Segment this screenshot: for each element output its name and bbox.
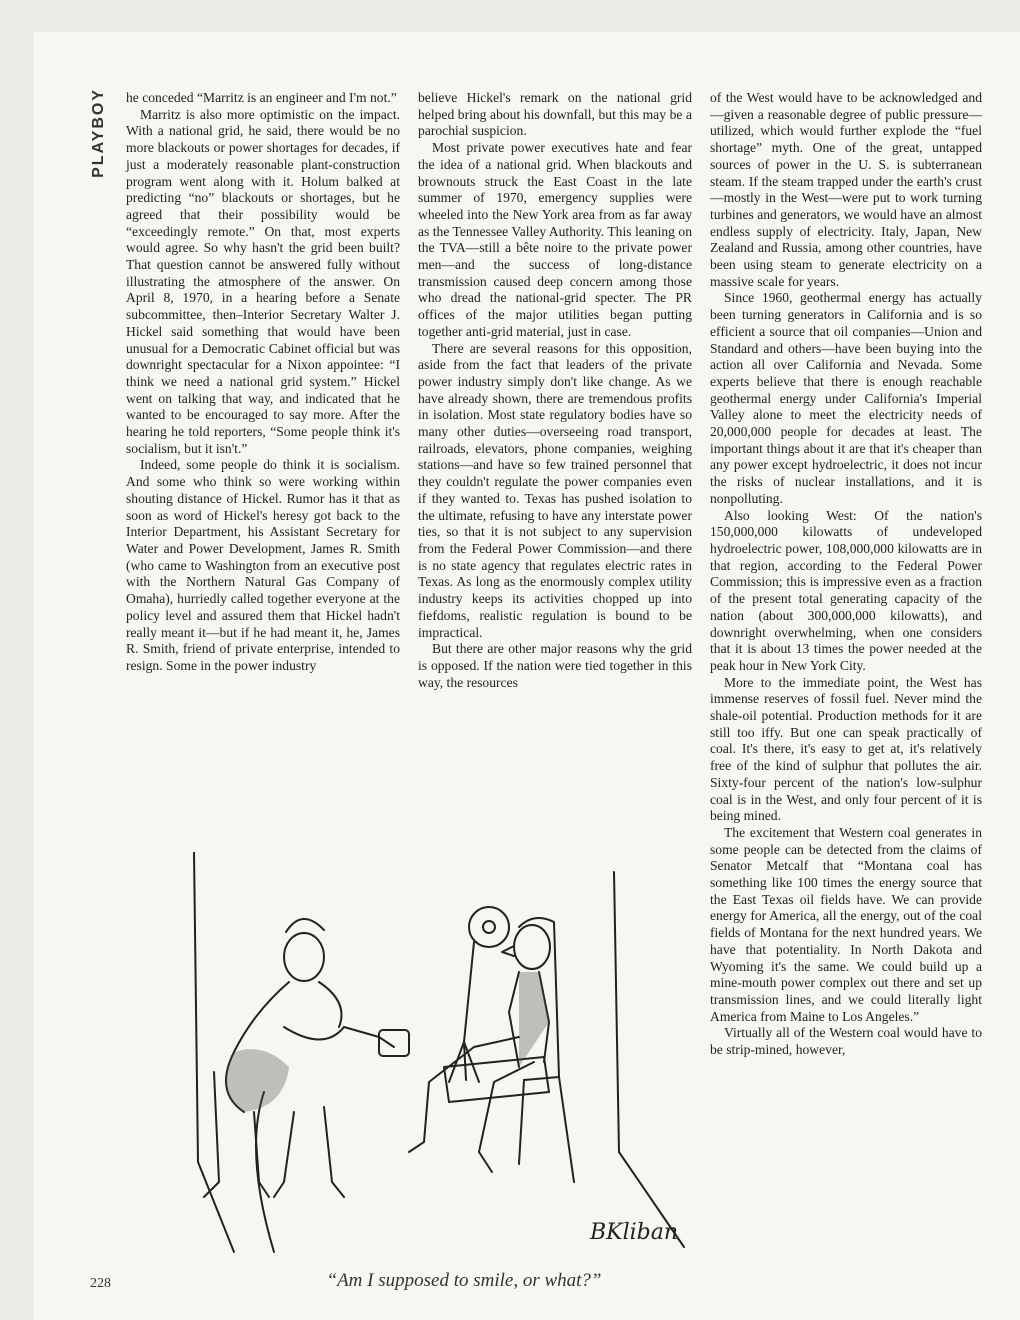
paragraph: believe Hickel's remark on the national grid helped bring about his downfall, but this may be a parochial suspicion. — [418, 90, 692, 139]
paragraph: Indeed, some people do think it is socialism. And some who think so were working within shouting distance of Hickel. Rumor has it that as soon as word of Hickel's heresy got back to the Interior Department, his Assistant Secretary for Water and Power Development, James R. Smith (who came to Washington from an executive post with the Northern Natural Gas Company of Omaha), hurriedly called together everyone at the policy level and assured them that Hickel hadn't really meant it—but if he had meant it, he, James R. Smith, friend of private enterprise, intended to resign. Some in the power industry — [126, 457, 400, 673]
cartoon-illustration — [174, 852, 694, 1262]
paragraph: Most private power executives hate and fear the idea of a national grid. When blackouts and brownouts struck the East Coast in the late summer of 1970, emergency supplies were wheeled into the New York area from as far away as the Tennessee Valley Authority. This leaning on the TVA—still a bête noire to the private power men—and the success of long-distance transmission caused deep concern among those who dread the national-grid specter. The PR offices of the major utilities began putting together anti-grid material, just in case. — [418, 140, 692, 339]
paragraph: But there are other major reasons why the grid is opposed. If the nation were tied together in this way, the resources — [418, 641, 692, 690]
paragraph: Marritz is also more optimistic on the impact. With a national grid, he said, there would be no more blackouts or power shortages for decades, if just a moderately reasonable plant-construction program went along with it. Holum balked at predicting “no” blackouts or shortages, but he agreed that their possibility would be “exceedingly remote.” On that, most experts would agree. So why hasn't the grid been built? That question cannot be answered fully without illustrating the atmosphere of the answer. On April 8, 1970, in a hearing before a Senate subcommittee, then–Interior Secretary Walter J. Hickel said something that would have been unusual for a Democratic Cabinet official but was downright spectacular for a Nixon appointee: “I think we need a national grid system.” Hickel went on talking that way, and indicated that he wanted to be encouraged to say more. After the hearing he told reporters, “Some people think it's socialism, but it isn't.” — [126, 106, 400, 456]
paragraph: Since 1960, geothermal energy has actually been turning generators in California and is so efficient a source that oil companies—Union and Standard and others—have been buying into the action all over California and Nevada. Some experts believe that there is enough reachable geothermal energy under California's Imperial Valley alone to meet the electricity needs of 20,000,000 people for decades at least. The important things about it are that it's cheaper than any power except hydroelectric, it does not incur the risks of nuclear installations, and it is nonpolluting. — [710, 290, 982, 506]
paragraph: The excitement that Western coal generates in some people can be detected from the claims of Senator Metcalf that “Montana coal has something like 100 times the energy source that the East Texas oil fields have. We can provide energy for America, all the energy, out of the coal fields of Montana for the next hundred years. We have that potentiality. In North Dakota and Wyoming it's the same. We could build up a mine-mouth power complex out there and set up transmission lines, and we could literally light America from Maine to Los Angeles.” — [710, 824, 982, 1024]
paragraph: There are several reasons for this opposition, aside from the fact that leaders of the private power industry simply don't like change. As we have already shown, there are tremendous profits in isolation. Most state regulatory bodies have so many other duties—overseeing road transport, railroads, elevators, phone companies, weighing stations—and have so few trained personnel that they couldn't regulate the power companies even if they wanted to. Texas has pushed isolation to the ultimate, refusing to have any interstate power ties, so that it is not subject to any supervision from the Federal Power Commission—and there is no state agency that regulates electric rates in Texas. As long as the enormously complex utility industry keeps its activities chopped up into fiefdoms, realistic regulation is bound to be impractical. — [418, 340, 692, 640]
page-number: 228 — [90, 1276, 111, 1291]
magazine-title: PLAYBOY — [90, 88, 107, 178]
paragraph: More to the immediate point, the West has immense reserves of fossil fuel. Never mind the shale-oil potential. Production methods for it are still too iffy. But one can speak practically of coal. It's there, it's easy to get at, it's relatively free of the kind of sulphur that pollutes the air. Sixty-four percent of the nation's low-sulphur coal is in the West, and only four percent of it is being mined. — [710, 674, 982, 824]
paragraph: Virtually all of the Western coal would have to be strip-mined, however, — [710, 1025, 982, 1058]
cartoon-caption: “Am I supposed to smile, or what?” — [326, 1270, 602, 1291]
paragraph: Also looking West: Of the nation's 150,000,000 kilowatts of undeveloped hydroelectric power, 108,000,000 kilowatts are in that region, according to the Federal Power Commission; this is impressive even as a fraction of the present total generating capacity of the nation (about 300,000,000 kilowatts), and downright overwhelming, when one considers that it is about 13 times the power needed at the peak hour in New York City. — [710, 507, 982, 673]
text-column-2 — [418, 90, 692, 691]
paragraph: he conceded “Marritz is an engineer and I'm not.” — [126, 90, 397, 105]
magazine-page — [34, 32, 1020, 1320]
cartoonist-signature: BKliban — [590, 1220, 679, 1245]
text-column-1 — [126, 90, 400, 675]
text-column-3 — [710, 90, 982, 1059]
paragraph: of the West would have to be acknowledged and—given a reasonable degree of public pressure—utilized, which would further explode the “fuel shortage” myth. One of the great, untapped sources of power in the U. S. is subterranean steam. If the steam trapped under the earth's crust—mostly in the West—were put to work turning turbines and generators, we would have an almost endless supply of electricity. Italy, Japan, New Zealand and Russia, among other countries, have been using steam to generate electricity on a massive scale for years. — [710, 90, 982, 289]
